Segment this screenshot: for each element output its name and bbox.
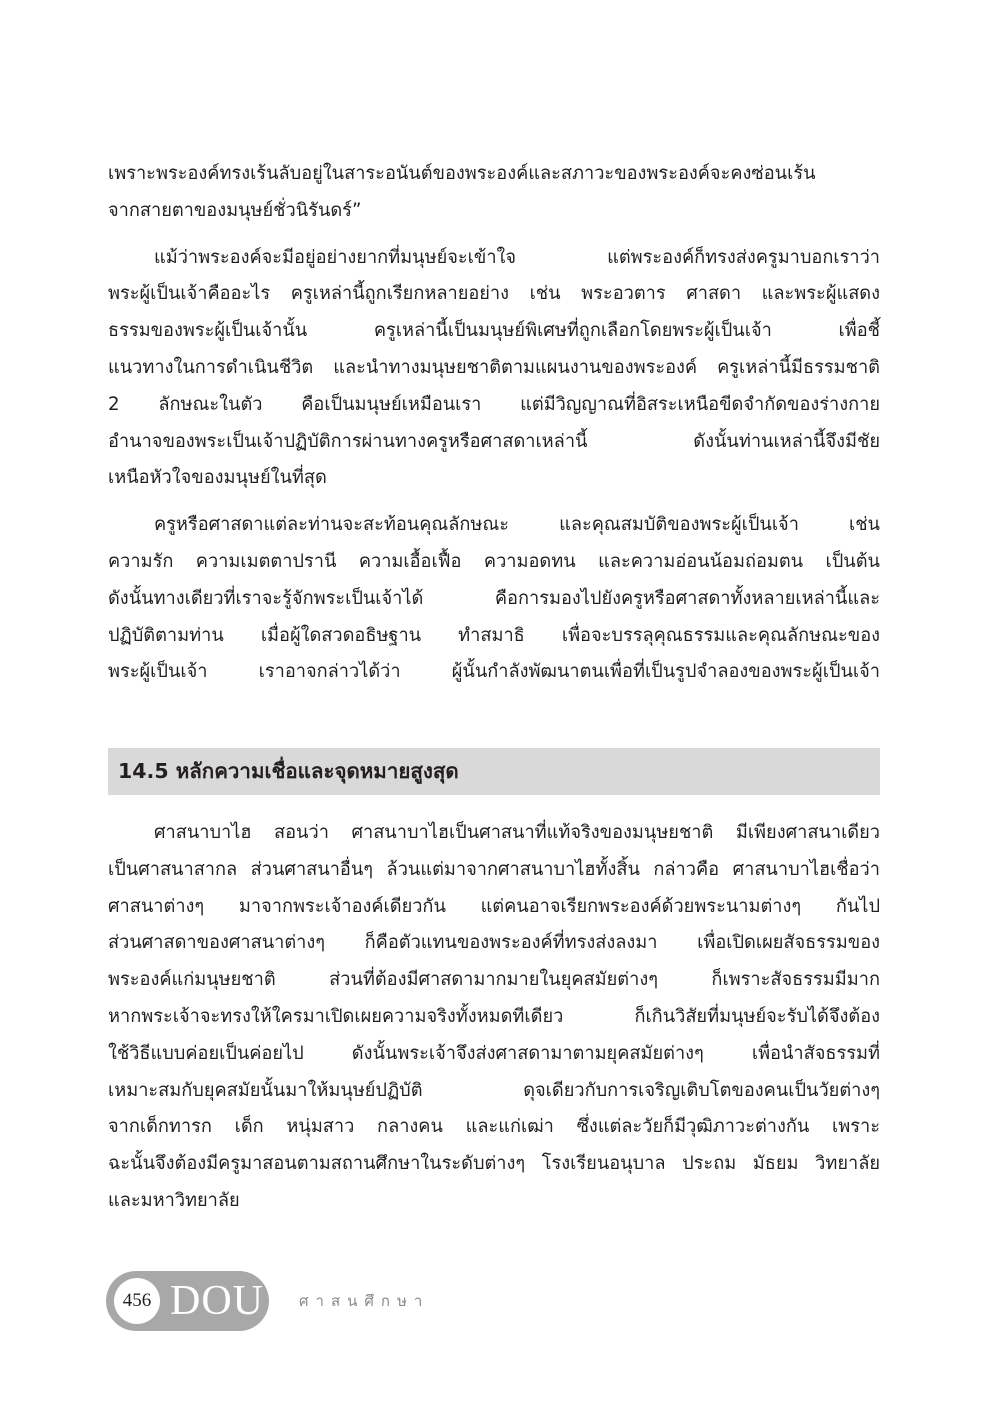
paragraph-continued <box>108 156 880 230</box>
text-line: เป็นศาสนาสากล ส่วนศาสนาอื่นๆ ล้วนแต่มาจากศาสนาบาไฮทั้งสิ้น กล่าวคือ ศาสนาบาไฮเชื่อว่า <box>108 858 880 880</box>
text-line: พระผู้เป็นเจ้าคืออะไร ครูเหล่านี้ถูกเรียกหลายอย่าง เช่น พระอวตาร ศาสดา และพระผู้แสดง <box>108 283 880 305</box>
text-line: แนวทางในการดำเนินชีวิต และนำทางมนุษยชาติตามแผนงานของพระองค์ ครูเหล่านี้มีธรรมชาติ <box>108 356 880 378</box>
text-line: เพราะพระองค์ทรงเร้นลับอยู่ในสาระอนันต์ของพระองค์และสภาวะของพระองค์จะคงซ่อนเร้น <box>108 163 816 184</box>
text-line: 2 ลักษณะในตัว คือเป็นมนุษย์เหมือนเรา แต่มีวิญญาณที่อิสระเหนือขีดจำกัดของร่างกาย <box>108 393 880 415</box>
text-line: อำนาจของพระเป็นเจ้าปฏิบัติการผ่านทางครูหรือศาสดาเหล่านี้ ดังนั้นท่านเหล่านี้จึงมีชัย <box>108 430 880 452</box>
text-line: ศาสนาต่างๆ มาจากพระเจ้าองค์เดียวกัน แต่คนอาจเรียกพระองค์ด้วยพระนามต่างๆ กันไป <box>108 895 880 917</box>
paragraph <box>108 240 880 498</box>
page-number: 456 <box>114 1278 160 1324</box>
paragraph <box>108 507 880 691</box>
text-line: ความรัก ความเมตตาปรานี ความเอื้อเฟื้อ ความอดทน และความอ่อนน้อมถ่อมตน เป็นต้น <box>108 550 880 572</box>
body-text-top <box>108 156 880 691</box>
dou-logo: DOU <box>170 1278 264 1324</box>
text-line: ธรรมของพระผู้เป็นเจ้านั้น ครูเหล่านี้เป็นมนุษย์พิเศษที่ถูกเลือกโดยพระผู้เป็นเจ้า เพื่อชี้ <box>108 320 880 342</box>
body-text-bottom <box>108 815 880 1220</box>
text-line: ปฏิบัติตามท่าน เมื่อผู้ใดสวดอธิษฐาน ทำสมาธิ เพื่อจะบรรลุคุณธรรมและคุณลักษณะของ <box>108 624 880 646</box>
text-line: เหนือหัวใจของมนุษย์ในที่สุด <box>108 467 327 489</box>
section-title: 14.5 หลักความเชื่อและจุดหมายสูงสุด <box>118 759 459 783</box>
text-line: ฉะนั้นจึงต้องมีครูมาสอนตามสถานศึกษาในระดับต่างๆ โรงเรียนอนุบาล ประถม มัธยม วิทยาลัย <box>108 1153 881 1175</box>
text-line: เหมาะสมกับยุคสมัยนั้นมาให้มนุษย์ปฏิบัติ ดุจเดียวกับการเจริญเติบโตของคนเป็นวัยต่างๆ <box>108 1079 880 1101</box>
text-line: จากเด็กทารก เด็ก หนุ่มสาว กลางคน และแก่เฒ่า ซึ่งแต่ละวัยก็มีวุฒิภาวะต่างกัน เพราะ <box>108 1116 880 1138</box>
running-title: ศาสนศึกษา <box>299 1292 430 1310</box>
text-line: และมหาวิทยาลัย <box>108 1189 240 1211</box>
text-line: ดังนั้นทางเดียวที่เราจะรู้จักพระเป็นเจ้าได้ คือการมองไปยังครูหรือศาสดาทั้งหลายเหล่านี้และ <box>108 587 880 609</box>
dou-badge <box>106 1271 269 1331</box>
text-line: พระผู้เป็นเจ้า เราอาจกล่าวได้ว่า ผู้นั้นกำลังพัฒนาตนเพื่อที่เป็นรูปจำลองของพระผู้เป็นเจ้า <box>108 661 880 683</box>
text-line: แม้ว่าพระองค์จะมีอยู่อย่างยากที่มนุษย์จะเข้าใจ แต่พระองค์ก็ทรงส่งครูมาบอกเราว่า <box>154 246 880 268</box>
text-line: หากพระเจ้าจะทรงให้ใครมาเปิดเผยความจริงทั้งหมดทีเดียว ก็เกินวิสัยที่มนุษย์จะรับได้จึงต้อง <box>108 1005 880 1027</box>
text-line: จากสายตาของมนุษย์ชั่วนิรันดร์” <box>108 199 362 221</box>
paragraph <box>108 815 880 1220</box>
section-heading-bar <box>108 748 880 795</box>
text-line: ครูหรือศาสดาแต่ละท่านจะสะท้อนคุณลักษณะ และคุณสมบัติของพระผู้เป็นเจ้า เช่น <box>154 514 880 536</box>
text-line: พระองค์แก่มนุษยชาติ ส่วนที่ต้องมีศาสดามากมายในยุคสมัยต่างๆ ก็เพราะสัจธรรมมีมาก <box>108 969 880 991</box>
text-line: ใช้วิธีแบบค่อยเป็นค่อยไป ดังนั้นพระเจ้าจึงส่งศาสดามาตามยุคสมัยต่างๆ เพื่อนำสัจธรรมที่ <box>108 1042 880 1064</box>
page-footer <box>106 1271 429 1331</box>
text-line: ส่วนศาสดาของศาสนาต่างๆ ก็คือตัวแทนของพระองค์ที่ทรงส่งลงมา เพื่อเปิดเผยสัจธรรมของ <box>108 932 880 954</box>
text-line: ศาสนาบาไฮ สอนว่า ศาสนาบาไฮเป็นศาสนาที่แท้จริงของมนุษยชาติ มีเพียงศาสนาเดียว <box>154 822 880 843</box>
